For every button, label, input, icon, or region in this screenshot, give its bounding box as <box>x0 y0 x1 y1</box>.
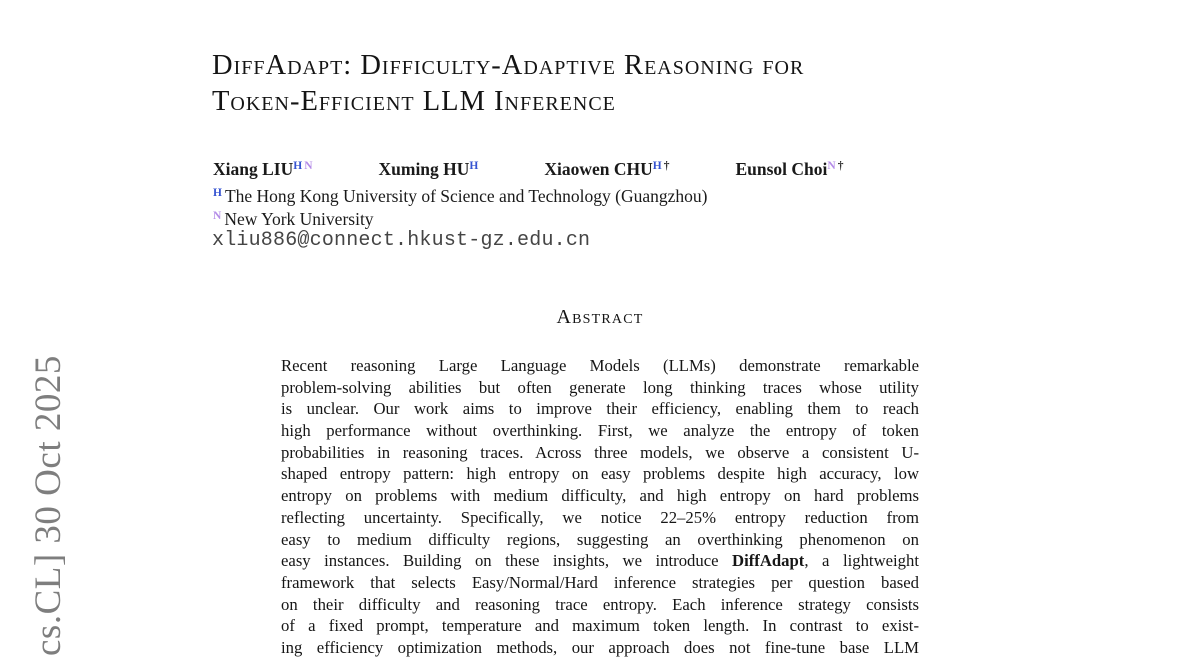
abstract-line: easy instances. Building on these insights, we introduce DiffAdapt, a lightweight <box>281 551 919 571</box>
author <box>379 158 479 180</box>
paper-title <box>212 48 804 119</box>
authors-row <box>213 158 843 180</box>
author-superscript <box>469 160 478 172</box>
superscript-char: H <box>469 160 479 172</box>
paper-title-line-1: DiffAdapt: Difficulty-Adaptive Reasoning for <box>212 50 805 81</box>
bold-term: DiffAdapt <box>732 551 805 571</box>
superscript-char: † <box>837 160 844 172</box>
author <box>213 158 313 180</box>
arxiv-watermark: cs.CL] 30 Oct 2025 <box>28 355 69 656</box>
author-superscript <box>827 160 843 172</box>
author-name: Xuming HU <box>378 159 470 179</box>
abstract-line: probabilities in reasoning traces. Across three models, we observe a consistent U- <box>281 442 919 462</box>
author <box>544 158 669 180</box>
author-name: Eunsol Choi <box>735 159 828 179</box>
contact-email: xliu886@connect.hkust-gz.edu.cn <box>212 229 591 252</box>
affiliation-name: The Hong Kong University of Science and Technology (Guangzhou) <box>224 186 708 206</box>
superscript-char: † <box>663 160 670 172</box>
superscript-char: N <box>827 160 836 172</box>
abstract-line: is unclear. Our work aims to improve their efficiency, enabling them to reach <box>281 399 919 419</box>
affiliation-superscript: H <box>213 187 222 199</box>
abstract-line: Recent reasoning Large Language Models (LLMs) demonstrate remarkable <box>281 356 919 375</box>
superscript-char: H <box>652 160 662 172</box>
author-superscript <box>653 160 670 172</box>
abstract-line: shaped entropy pattern: high entropy on easy problems despite high accuracy, low <box>281 464 919 484</box>
abstract-line: of a fixed prompt, temperature and maximum token length. In contrast to exist- <box>281 616 919 636</box>
abstract-line: easy to medium difficulty regions, suggesting an overthinking phenomenon on <box>281 529 919 549</box>
abstract-line: framework that selects Easy/Normal/Hard inference strategies per question based <box>281 572 919 592</box>
abstract-line: high performance without overthinking. First, we analyze the entropy of token <box>281 421 919 441</box>
abstract-line: on their difficulty and reasoning trace entropy. Each inference strategy consists <box>281 594 919 614</box>
abstract-line: ing efficiency optimization methods, our approach does not fine-tune base LLM <box>281 637 919 657</box>
abstract-line: entropy on problems with medium difficulty, and high entropy on hard problems <box>281 486 919 506</box>
author-name: Xiaowen CHU <box>544 159 653 179</box>
affiliation-name: New York University <box>224 209 374 229</box>
affiliation-line <box>213 185 707 208</box>
abstract-paragraph <box>281 355 919 659</box>
paper-title-line-2: Token-Efficient LLM Inference <box>212 85 616 117</box>
affiliation-superscript: N <box>213 210 222 222</box>
affiliations <box>213 185 707 231</box>
affiliation-line <box>213 208 707 231</box>
author-name: Xiang LIU <box>213 159 294 179</box>
superscript-char: N <box>304 160 313 172</box>
author-superscript <box>293 160 312 172</box>
superscript-char: H <box>293 160 303 172</box>
abstract-line: reflecting uncertainty. Specifically, we notice 22–25% entropy reduction from <box>281 507 919 527</box>
abstract-line: problem-solving abilities but often generate long thinking traces whose utility <box>281 377 919 397</box>
author <box>735 158 843 180</box>
abstract-heading: Abstract <box>556 306 644 328</box>
